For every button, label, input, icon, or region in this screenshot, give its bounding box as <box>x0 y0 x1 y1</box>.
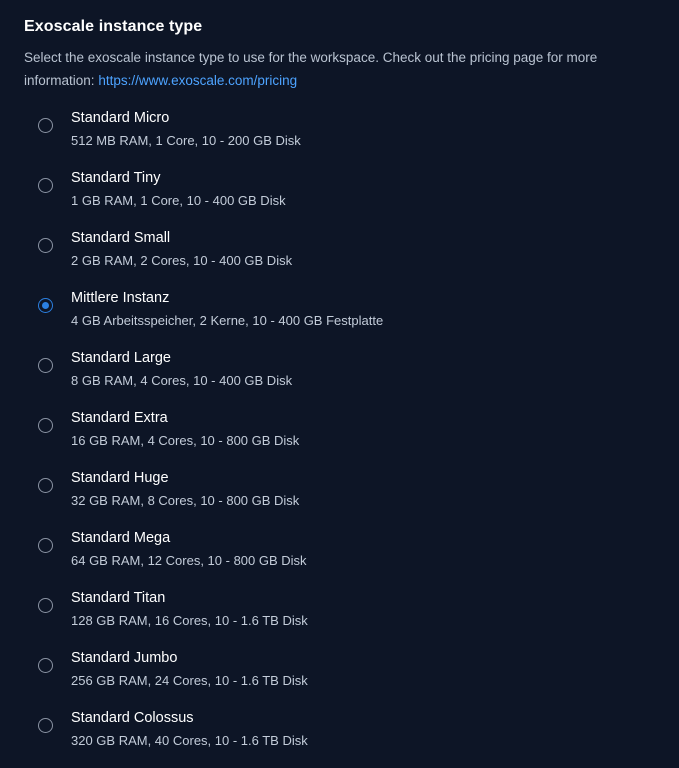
instance-type-name: Standard Large <box>71 350 171 366</box>
instance-type-text <box>71 168 286 210</box>
instance-type-option[interactable] <box>24 228 655 288</box>
pricing-link[interactable]: https://www.exoscale.com/pricing <box>98 73 298 88</box>
radio-button-icon[interactable] <box>38 358 53 373</box>
instance-type-text <box>71 648 308 690</box>
radio-button-icon[interactable] <box>38 658 53 673</box>
instance-type-text <box>71 588 308 630</box>
instance-type-specs: 4 GB Arbeitsspeicher, 2 Kerne, 10 - 400 GB Festplatte <box>71 313 384 328</box>
instance-type-specs: 1 GB RAM, 1 Core, 10 - 400 GB Disk <box>71 193 286 208</box>
instance-type-option[interactable] <box>24 588 655 648</box>
instance-type-name: Standard Jumbo <box>71 650 178 666</box>
radio-button-icon[interactable] <box>38 478 53 493</box>
section-description-text: Select the exoscale instance type to use for the workspace. Check out the pricing page for more information: <box>24 50 598 88</box>
instance-type-name: Mittlere Instanz <box>71 290 170 306</box>
instance-type-name: Standard Extra <box>71 410 168 426</box>
instance-type-option[interactable] <box>24 468 655 528</box>
instance-type-option[interactable] <box>24 108 655 168</box>
instance-type-option[interactable] <box>24 168 655 228</box>
radio-button-icon[interactable] <box>38 538 53 553</box>
instance-type-text <box>71 108 301 150</box>
page-title: Exoscale instance type <box>24 18 203 35</box>
instance-type-specs: 2 GB RAM, 2 Cores, 10 - 400 GB Disk <box>71 253 293 268</box>
instance-type-name: Standard Mega <box>71 530 171 546</box>
instance-type-text <box>71 528 307 570</box>
instance-type-specs: 256 GB RAM, 24 Cores, 10 - 1.6 TB Disk <box>71 673 308 688</box>
instance-type-option[interactable] <box>24 408 655 468</box>
instance-type-specs: 32 GB RAM, 8 Cores, 10 - 800 GB Disk <box>71 493 300 508</box>
instance-type-specs: 8 GB RAM, 4 Cores, 10 - 400 GB Disk <box>71 373 293 388</box>
instance-type-specs: 320 GB RAM, 40 Cores, 10 - 1.6 TB Disk <box>71 733 308 748</box>
radio-button-icon[interactable] <box>38 718 53 733</box>
instance-type-specs: 64 GB RAM, 12 Cores, 10 - 800 GB Disk <box>71 553 307 568</box>
radio-button-icon[interactable] <box>38 418 53 433</box>
instance-type-option[interactable] <box>24 348 655 408</box>
instance-type-option[interactable] <box>24 528 655 588</box>
radio-button-icon[interactable] <box>38 598 53 613</box>
instance-type-name: Standard Micro <box>71 110 170 126</box>
instance-type-text <box>71 348 292 390</box>
instance-type-option[interactable] <box>24 708 655 768</box>
instance-type-name: Standard Huge <box>71 470 169 486</box>
instance-type-name: Standard Tiny <box>71 170 161 186</box>
radio-button-icon[interactable] <box>38 298 53 313</box>
instance-type-text <box>71 468 299 510</box>
radio-button-icon[interactable] <box>38 118 53 133</box>
instance-type-option[interactable] <box>24 648 655 708</box>
instance-type-option[interactable] <box>24 288 655 348</box>
radio-button-icon[interactable] <box>38 238 53 253</box>
instance-type-name: Standard Colossus <box>71 710 194 726</box>
instance-type-specs: 128 GB RAM, 16 Cores, 10 - 1.6 TB Disk <box>71 613 308 628</box>
instance-type-text <box>71 708 308 750</box>
section-description <box>24 46 624 92</box>
instance-type-radio-group[interactable] <box>24 108 655 768</box>
instance-type-specs: 512 MB RAM, 1 Core, 10 - 200 GB Disk <box>71 133 301 148</box>
instance-type-text <box>71 228 292 270</box>
instance-type-text <box>71 408 299 450</box>
instance-type-name: Standard Small <box>71 230 171 246</box>
instance-type-text <box>71 288 383 330</box>
instance-type-name: Standard Titan <box>71 590 166 606</box>
instance-type-specs: 16 GB RAM, 4 Cores, 10 - 800 GB Disk <box>71 433 300 448</box>
radio-button-icon[interactable] <box>38 178 53 193</box>
